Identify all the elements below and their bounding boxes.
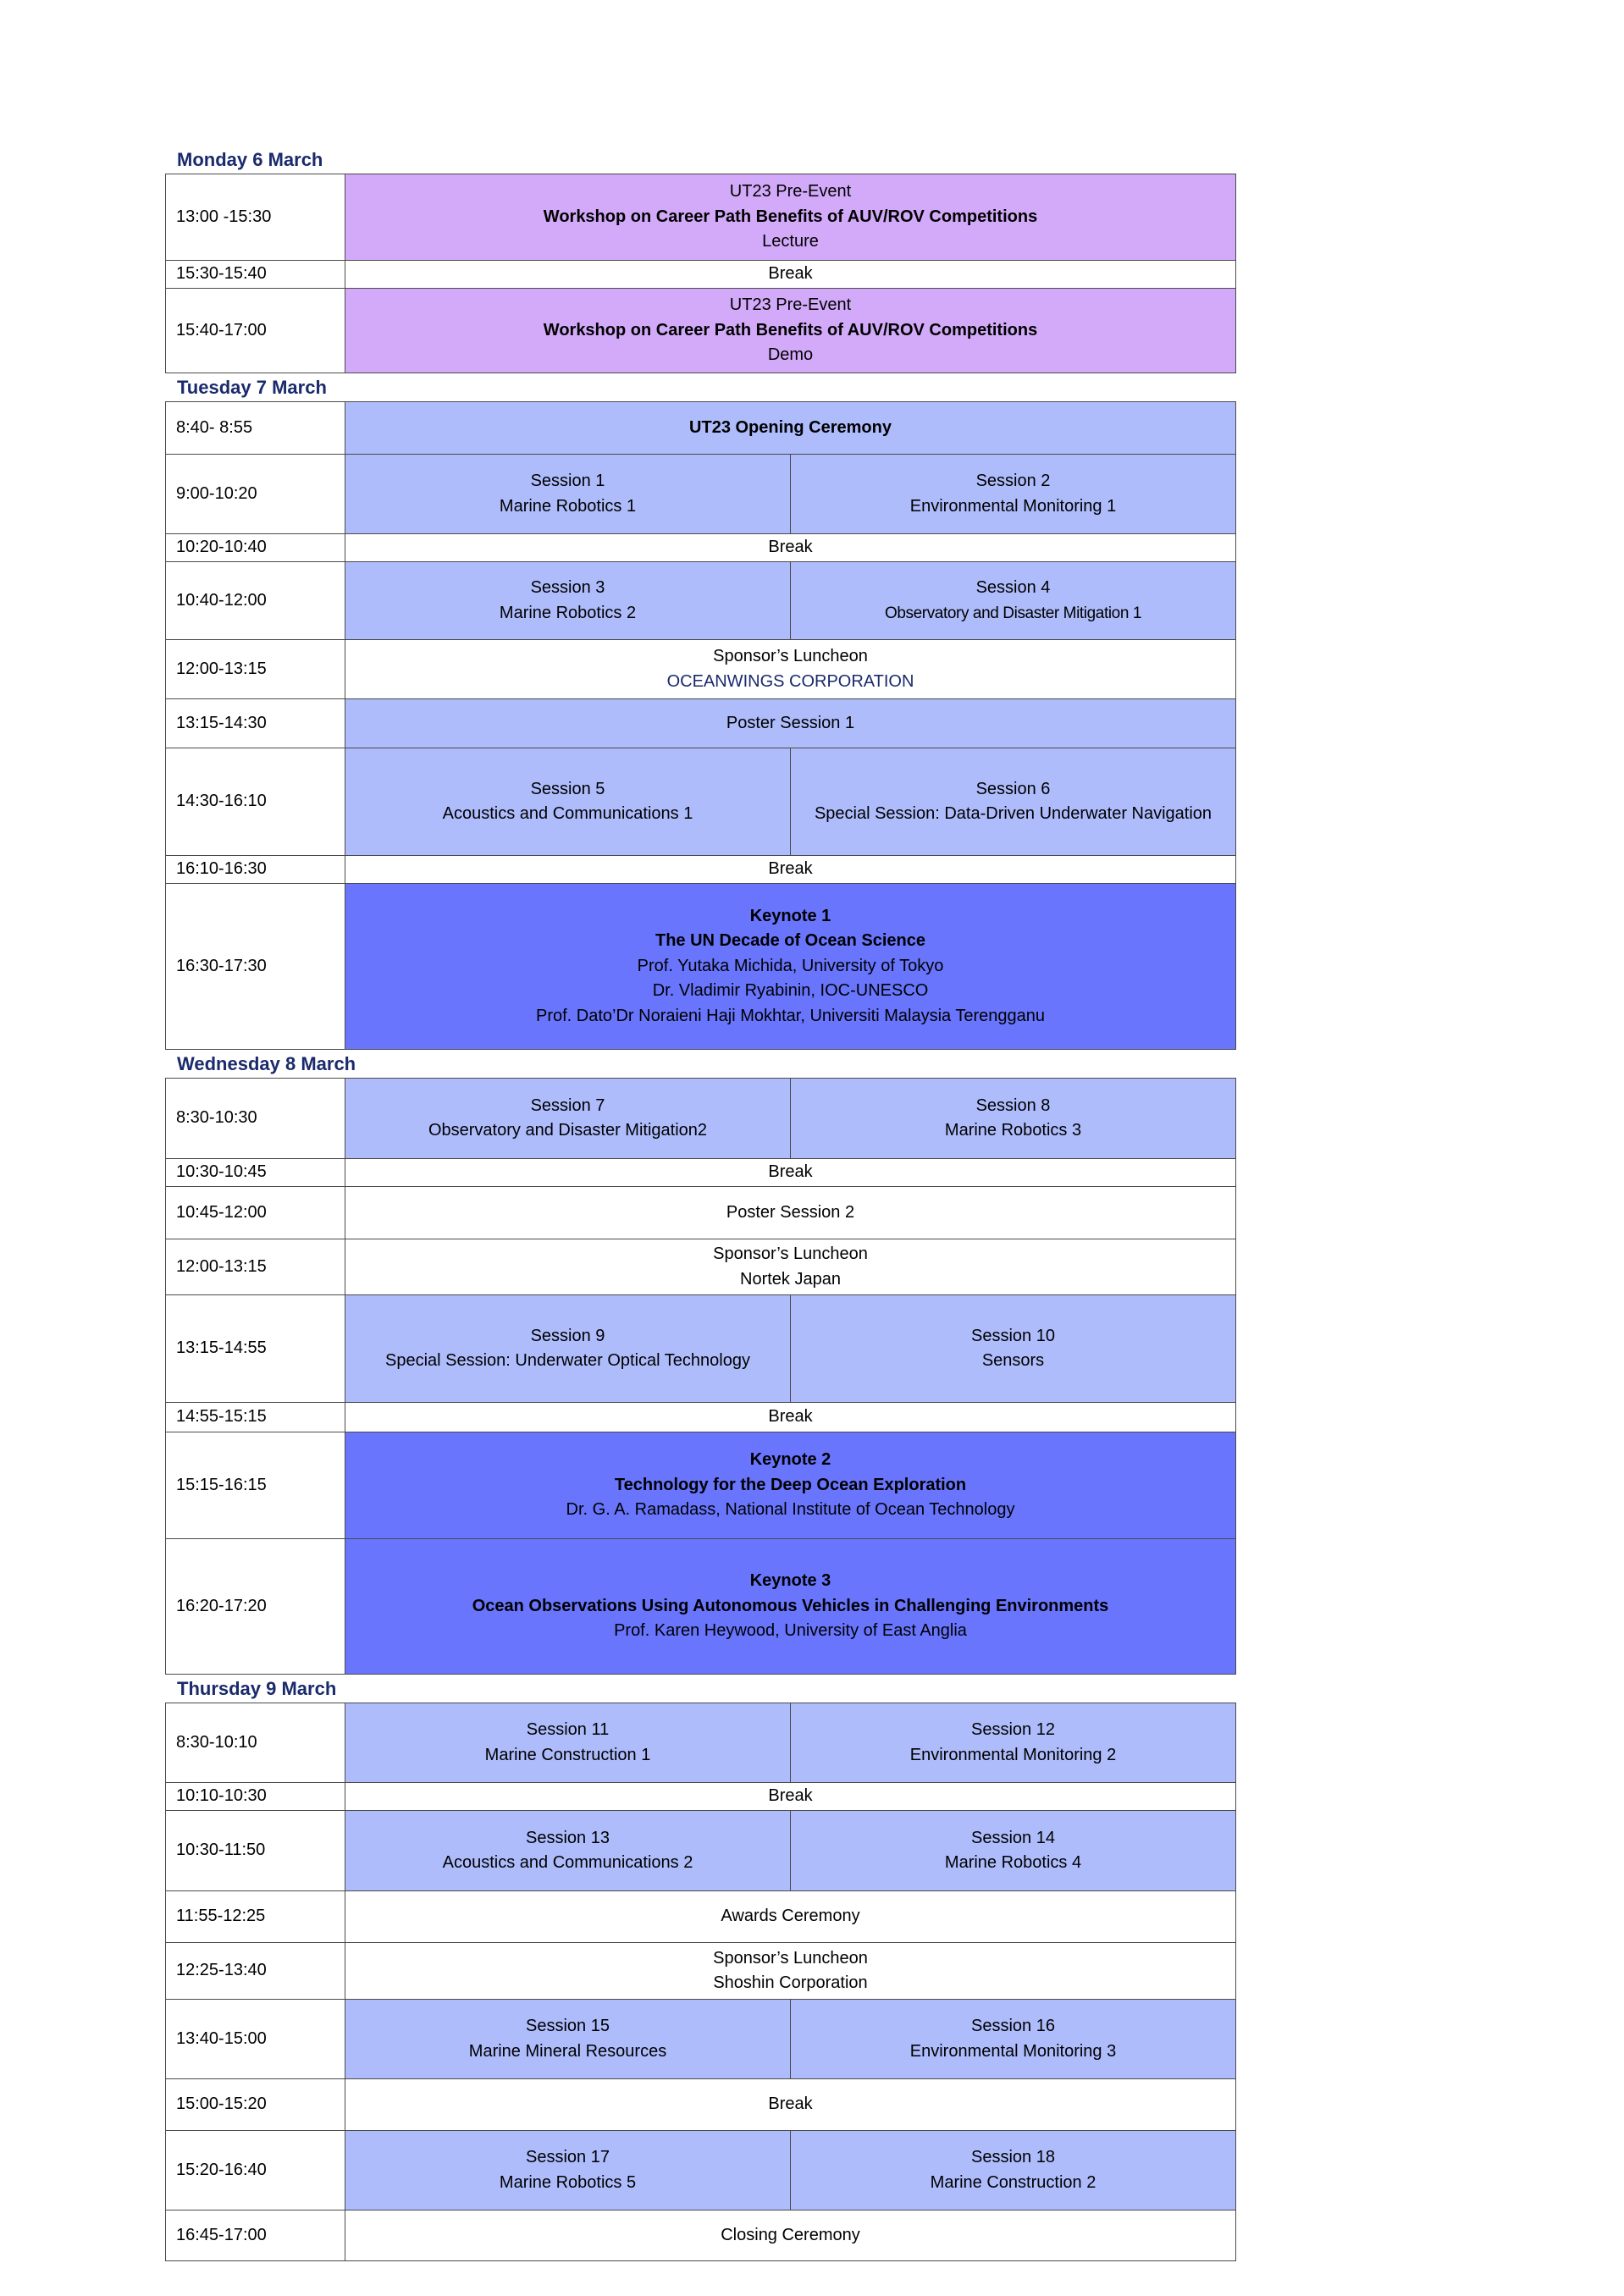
event-title: Session 8 bbox=[975, 1096, 1051, 1115]
event-title: Session 2 bbox=[975, 472, 1051, 490]
schedule-row bbox=[166, 289, 1236, 373]
event-detail: Workshop on Career Path Benefits of AUV/ROV Competitions bbox=[543, 320, 1038, 339]
time-slot: 16:10-16:30 bbox=[166, 856, 345, 884]
event-detail: Marine Robotics 4 bbox=[944, 1853, 1082, 1872]
event-detail: Sensors bbox=[981, 1351, 1045, 1370]
session-cell bbox=[791, 1295, 1236, 1403]
time-slot: 8:40- 8:55 bbox=[166, 402, 345, 455]
time-slot: 14:55-15:15 bbox=[166, 1403, 345, 1432]
session-cell bbox=[345, 455, 791, 534]
day-heading: Tuesday 7 March bbox=[177, 377, 327, 398]
time-slot: 15:20-16:40 bbox=[166, 2131, 345, 2210]
time-slot: 16:30-17:30 bbox=[166, 884, 345, 1050]
schedule-row bbox=[166, 699, 1236, 748]
event-title: Keynote 3 bbox=[749, 1571, 831, 1591]
event-title: Keynote 2 bbox=[749, 1450, 831, 1470]
event-detail: Marine Construction 1 bbox=[484, 1745, 651, 1764]
schedule-row bbox=[166, 1943, 1236, 2000]
schedule-row bbox=[166, 2000, 1236, 2079]
event-detail: Ocean Observations Using Autonomous Vehicles in Challenging Environments bbox=[472, 1596, 1109, 1615]
day-heading: Wednesday 8 March bbox=[177, 1053, 356, 1074]
event-title: Sponsor’s Luncheon bbox=[713, 1948, 868, 1968]
time-slot: 12:00-13:15 bbox=[166, 1239, 345, 1295]
session-cell bbox=[345, 748, 791, 856]
event-detail: Observatory and Disaster Mitigation 1 bbox=[884, 604, 1142, 622]
event-cell bbox=[345, 1891, 1236, 1943]
break-cell bbox=[345, 1159, 1236, 1187]
schedule-row bbox=[166, 1703, 1236, 1783]
session-cell bbox=[791, 748, 1236, 856]
schedule-row bbox=[166, 1539, 1236, 1675]
event-detail: Nortek Japan bbox=[740, 1269, 841, 1289]
time-slot: 16:45-17:00 bbox=[166, 2210, 345, 2261]
time-slot: 15:15-16:15 bbox=[166, 1432, 345, 1539]
event-detail: Marine Robotics 2 bbox=[499, 603, 637, 622]
event-detail: Marine Robotics 5 bbox=[499, 2172, 637, 2192]
schedule-row bbox=[166, 402, 1236, 455]
event-title: Closing Ceremony bbox=[721, 2225, 860, 2244]
luncheon-cell bbox=[345, 1943, 1236, 2000]
schedule-row bbox=[166, 856, 1236, 884]
time-slot: 10:45-12:00 bbox=[166, 1187, 345, 1239]
time-slot: 14:30-16:10 bbox=[166, 748, 345, 856]
event-detail: Prof. Yutaka Michida, University of Tokyo bbox=[637, 956, 944, 975]
session-cell bbox=[791, 2131, 1236, 2210]
event-detail: Environmental Monitoring 2 bbox=[909, 1745, 1117, 1764]
event-title: Session 12 bbox=[971, 1720, 1055, 1739]
session-cell bbox=[345, 1079, 791, 1159]
session-cell bbox=[345, 1295, 791, 1403]
event-title: UT23 Opening Ceremony bbox=[689, 417, 892, 437]
time-slot: 15:30-15:40 bbox=[166, 261, 345, 289]
schedule-row bbox=[166, 884, 1236, 1050]
event-detail: Demo bbox=[767, 345, 814, 365]
event-title: Session 16 bbox=[971, 2017, 1055, 2035]
event-title: Session 4 bbox=[975, 578, 1051, 597]
time-slot: 8:30-10:10 bbox=[166, 1703, 345, 1783]
luncheon-cell bbox=[345, 1239, 1236, 1295]
day-schedule-table bbox=[165, 174, 1236, 373]
time-slot: 13:15-14:30 bbox=[166, 699, 345, 748]
session-cell bbox=[345, 1811, 791, 1891]
schedule-row bbox=[166, 2079, 1236, 2131]
event-detail: Special Session: Data-Driven Underwater Navigation bbox=[814, 804, 1212, 823]
schedule-row bbox=[166, 1295, 1236, 1403]
event-detail: Shoshin Corporation bbox=[713, 1973, 868, 1992]
event-title: Session 10 bbox=[971, 1326, 1055, 1345]
keynote-cell bbox=[345, 1432, 1236, 1539]
event-detail: OCEANWINGS CORPORATION bbox=[666, 671, 914, 691]
event-detail: Dr. G. A. Ramadass, National Institute of Ocean Technology bbox=[566, 1500, 1015, 1520]
conference-schedule bbox=[165, 146, 1235, 2261]
event-detail: Observatory and Disaster Mitigation2 bbox=[428, 1121, 708, 1140]
session-cell bbox=[791, 1079, 1236, 1159]
schedule-row bbox=[166, 1403, 1236, 1432]
event-detail: Prof. Dato’Dr Noraieni Haji Mokhtar, Universiti Malaysia Terengganu bbox=[536, 1006, 1045, 1025]
day-schedule-table bbox=[165, 401, 1236, 1050]
event-detail: Acoustics and Communications 1 bbox=[442, 804, 693, 823]
time-slot: 10:30-11:50 bbox=[166, 1811, 345, 1891]
schedule-row bbox=[166, 2131, 1236, 2210]
event-title: Break bbox=[768, 264, 813, 284]
schedule-row bbox=[166, 1239, 1236, 1295]
time-slot: 10:10-10:30 bbox=[166, 1783, 345, 1811]
event-cell bbox=[345, 2210, 1236, 2261]
event-title: Session 1 bbox=[530, 472, 605, 490]
session-cell bbox=[791, 1811, 1236, 1891]
time-slot: 15:40-17:00 bbox=[166, 289, 345, 373]
schedule-row bbox=[166, 1079, 1236, 1159]
event-title: Session 15 bbox=[526, 2017, 610, 2035]
session-cell bbox=[791, 1703, 1236, 1783]
time-slot: 8:30-10:30 bbox=[166, 1079, 345, 1159]
luncheon-cell bbox=[345, 640, 1236, 699]
event-detail: Marine Robotics 3 bbox=[944, 1121, 1082, 1140]
time-slot: 16:20-17:20 bbox=[166, 1539, 345, 1675]
schedule-row bbox=[166, 174, 1236, 261]
schedule-row bbox=[166, 1159, 1236, 1187]
event-title: Awards Ceremony bbox=[721, 1907, 860, 1926]
schedule-row bbox=[166, 1783, 1236, 1811]
event-title: Session 5 bbox=[530, 779, 605, 798]
time-slot: 10:30-10:45 bbox=[166, 1159, 345, 1187]
time-slot: 13:40-15:00 bbox=[166, 2000, 345, 2079]
break-cell bbox=[345, 534, 1236, 562]
time-slot: 10:20-10:40 bbox=[166, 534, 345, 562]
event-title: Session 13 bbox=[526, 1828, 610, 1847]
schedule-row bbox=[166, 748, 1236, 856]
session-cell bbox=[791, 2000, 1236, 2079]
event-title: Session 7 bbox=[530, 1096, 605, 1115]
schedule-row bbox=[166, 562, 1236, 640]
event-title: Sponsor’s Luncheon bbox=[713, 1245, 868, 1263]
time-slot: 12:25-13:40 bbox=[166, 1943, 345, 2000]
time-slot: 15:00-15:20 bbox=[166, 2079, 345, 2131]
session-cell bbox=[791, 562, 1236, 640]
day-heading: Monday 6 March bbox=[177, 149, 323, 170]
event-title: Session 18 bbox=[971, 2148, 1055, 2166]
schedule-row bbox=[166, 1187, 1236, 1239]
event-cell bbox=[345, 1187, 1236, 1239]
event-detail: Environmental Monitoring 1 bbox=[909, 496, 1117, 516]
event-title: Session 3 bbox=[530, 578, 605, 597]
event-title: Break bbox=[768, 1162, 813, 1182]
break-cell bbox=[345, 2079, 1236, 2131]
event-title: Session 11 bbox=[526, 1720, 610, 1739]
event-title: Break bbox=[768, 859, 813, 879]
schedule-row bbox=[166, 1891, 1236, 1943]
session-cell bbox=[791, 455, 1236, 534]
session-cell bbox=[345, 2131, 791, 2210]
event-detail: The UN Decade of Ocean Science bbox=[655, 931, 925, 951]
workshop-cell bbox=[345, 174, 1236, 261]
event-title: Sponsor’s Luncheon bbox=[713, 647, 868, 665]
event-detail: Marine Construction 2 bbox=[930, 2172, 1096, 2192]
event-title: Poster Session 2 bbox=[726, 1202, 855, 1222]
event-title: Session 6 bbox=[975, 779, 1051, 798]
event-detail: Acoustics and Communications 2 bbox=[442, 1853, 693, 1872]
event-detail: Marine Mineral Resources bbox=[468, 2041, 667, 2061]
event-detail: Prof. Karen Heywood, University of East Anglia bbox=[614, 1621, 967, 1641]
event-title: Session 14 bbox=[971, 1828, 1055, 1847]
event-title: Keynote 1 bbox=[749, 906, 831, 925]
event-detail: Marine Robotics 1 bbox=[499, 496, 637, 516]
break-cell bbox=[345, 856, 1236, 884]
event-title: Break bbox=[768, 1786, 813, 1806]
day-schedule-table bbox=[165, 1703, 1236, 2261]
event-title: Break bbox=[768, 1407, 813, 1427]
day-schedule-table bbox=[165, 1078, 1236, 1675]
break-cell bbox=[345, 1783, 1236, 1811]
schedule-row bbox=[166, 534, 1236, 562]
time-slot: 13:15-14:55 bbox=[166, 1295, 345, 1403]
schedule-row bbox=[166, 1811, 1236, 1891]
event-detail: Workshop on Career Path Benefits of AUV/ROV Competitions bbox=[543, 207, 1038, 226]
keynote-cell bbox=[345, 1539, 1236, 1675]
event-detail: Technology for the Deep Ocean Exploration bbox=[614, 1475, 967, 1494]
time-slot: 9:00-10:20 bbox=[166, 455, 345, 534]
schedule-row bbox=[166, 261, 1236, 289]
time-slot: 12:00-13:15 bbox=[166, 640, 345, 699]
schedule-row bbox=[166, 455, 1236, 534]
event-title: UT23 Pre-Event bbox=[729, 182, 852, 201]
event-detail: Special Session: Underwater Optical Technology bbox=[385, 1351, 750, 1370]
session-cell bbox=[345, 1703, 791, 1783]
event-detail: Dr. Vladimir Ryabinin, IOC-UNESCO bbox=[652, 981, 929, 1001]
workshop-cell bbox=[345, 289, 1236, 373]
event-title: Break bbox=[768, 538, 813, 557]
event-title: Session 9 bbox=[530, 1326, 605, 1345]
schedule-row bbox=[166, 640, 1236, 699]
event-cell bbox=[345, 402, 1236, 455]
session-cell bbox=[345, 2000, 791, 2079]
session-cell bbox=[345, 562, 791, 640]
keynote-cell bbox=[345, 884, 1236, 1050]
time-slot: 10:40-12:00 bbox=[166, 562, 345, 640]
event-title: Break bbox=[768, 2095, 813, 2114]
event-title: Session 17 bbox=[526, 2148, 610, 2166]
break-cell bbox=[345, 1403, 1236, 1432]
schedule-row bbox=[166, 2210, 1236, 2261]
day-heading: Thursday 9 March bbox=[177, 1678, 337, 1699]
event-title: Poster Session 1 bbox=[726, 713, 855, 732]
event-cell bbox=[345, 699, 1236, 748]
event-detail: Environmental Monitoring 3 bbox=[909, 2041, 1117, 2061]
schedule-row bbox=[166, 1432, 1236, 1539]
event-title: UT23 Pre-Event bbox=[729, 295, 852, 315]
time-slot: 11:55-12:25 bbox=[166, 1891, 345, 1943]
break-cell bbox=[345, 261, 1236, 289]
event-detail: Lecture bbox=[762, 232, 819, 251]
time-slot: 13:00 -15:30 bbox=[166, 174, 345, 261]
